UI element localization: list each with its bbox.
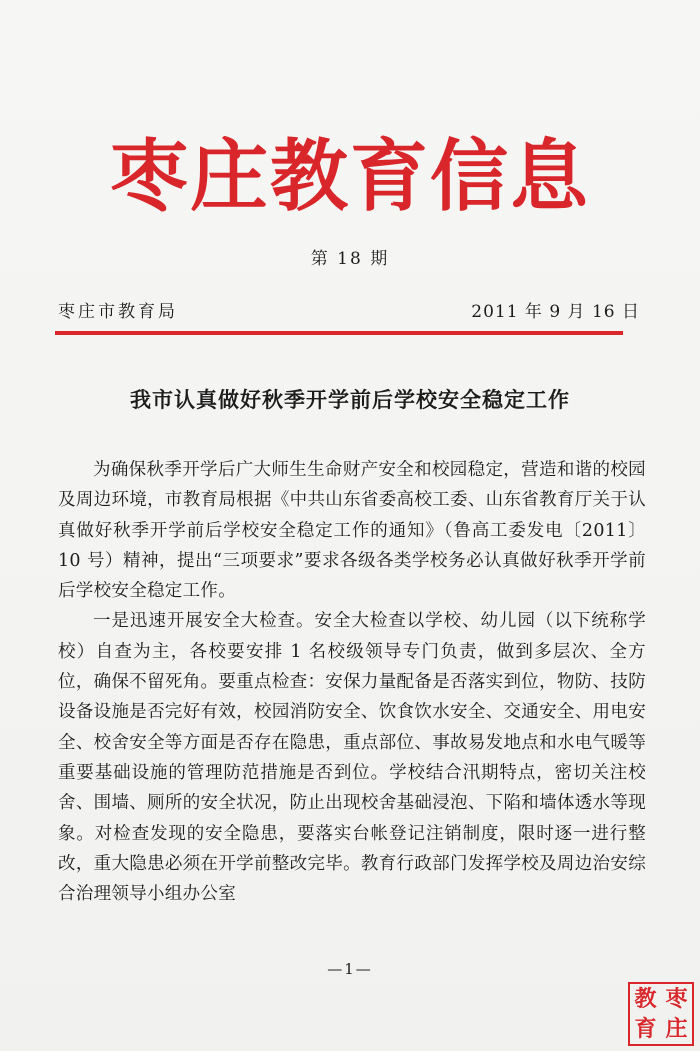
page-number: —1— bbox=[327, 960, 373, 978]
paragraph: 一是迅速开展安全大检查。安全大检查以学校、幼儿园（以下统称学校）自查为主，各校要安排 1 名校级领导专门负责，做到多层次、全方位，确保不留死角。要重点检查：安保力量配备是否落实到位，物防、技防设备设施是否完好有效，校园消防安全、饮食饮水安全、交通安全、用电安全、校舍安全等方面是否存在隐患，重点部位、事故易发地点和水电气暖等重要基础设施的管理防范措施是否到位。学校结合汛期特点，密切关注校舍、围墙、厕所的安全状况，防止出现校舍基础浸泡、下陷和墙体透水等现象。对检查发现的安全隐患，要落实台帐登记注销制度，限时逐一进行整改，重大隐患必须在开学前整改完毕。教育行政部门发挥学校及周边治安综合治理领导小组办公室 bbox=[58, 611, 646, 905]
seal-char: 庄 bbox=[665, 1016, 688, 1042]
seal-stamp-logo bbox=[628, 982, 694, 1046]
seal-char: 教 bbox=[634, 986, 657, 1012]
seal-char: 育 bbox=[634, 1016, 657, 1042]
paragraph: 为确保秋季开学后广大师生生命财产安全和校园稳定，营造和谐的校园及周边环境，市教育局根据《中共山东省委高校工委、山东省教育厅关于认真做好秋季开学前后学校安全稳定工作的通知》（鲁高工委发电〔2011〕10 号）精神，提出“三项要求”要求各级各类学校务必认真做好秋季开学前后学校安全稳定工作。 bbox=[58, 460, 646, 602]
red-divider bbox=[55, 331, 623, 335]
issuer-name: 枣庄市教育局 bbox=[58, 302, 178, 322]
issue-date: 2011 年 9 月 16 日 bbox=[471, 302, 640, 322]
issue-number: 第 18 期 bbox=[310, 249, 390, 269]
article-body bbox=[58, 455, 646, 909]
article-headline: 我市认真做好秋季开学前后学校安全稳定工作 bbox=[130, 388, 570, 412]
seal-char: 枣 bbox=[665, 986, 688, 1012]
masthead-title: 枣庄教育信息 bbox=[109, 131, 590, 222]
